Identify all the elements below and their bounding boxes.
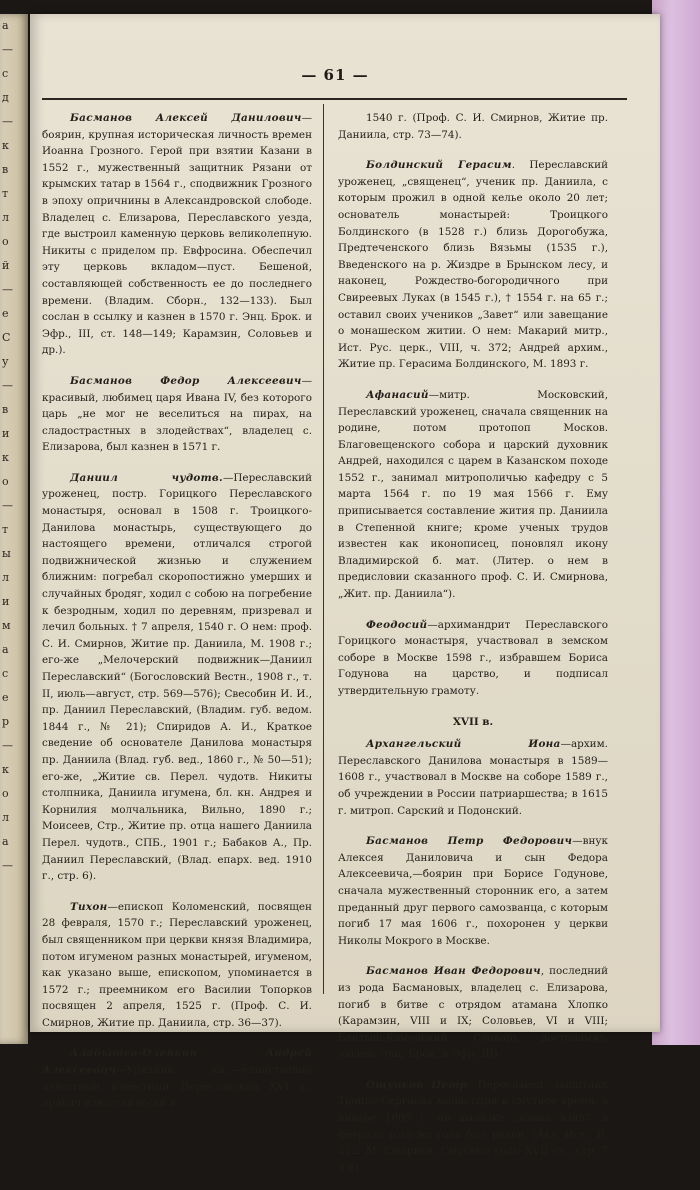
margin-fragment: о — [2, 235, 9, 248]
entry-text: —внук Алексея Даниловича и сын Федора Алексеевича,—боярин при Борисе Годунове, сначала мужественный сторонник его, а затем преданный друг первого самозванца, с которым погиб 17 мая 1606 г., похоронен у церкви Николы Мокрого в Москве. — [338, 835, 608, 947]
margin-fragment: а — [2, 835, 9, 848]
left-column — [42, 110, 312, 1126]
entry-name: Афанасий — [366, 388, 429, 401]
biography-entry — [338, 110, 608, 143]
margin-fragment: — — [2, 739, 13, 752]
biography-entry — [338, 833, 608, 949]
biography-entry — [338, 387, 608, 603]
margin-fragment: о — [2, 787, 9, 800]
entry-text: —архимандрит Переславского Горицкого монастыря, участвовал в земском соборе в Москве 1598 г., избравшем Бориса Годунова на царство, и подписал утвердительную грамоту. — [338, 618, 608, 697]
margin-fragment: с — [2, 67, 9, 80]
margin-fragment: а — [2, 19, 9, 32]
margin-fragment: й — [2, 259, 10, 272]
entry-text: . Переславский уроженец, „священец“, ученик пр. Даниила, с которым прожил в одной келье около 20 лет; основатель монастырей: Троицкого Болдинского (в 1528 г.) близь Дорогобужа, Предтеченского близь Вязьмы (1535 г.), Введенского на р. Жиздре в Брынском лесу, и наконец, Рождество-богородичного при Свиреевых Луках (в 1545 г.), † 1554 г. на 65 г.; оставил своих учеников „Завет“ или завещание о монашеском житии. О нем: Макарий митр., Ист. Рус. церк., VIII, ч. 372; Андрей архим., Житие пр. Герасима Болдинского, М. 1893 г. — [338, 159, 609, 371]
margin-fragment: т — [2, 187, 9, 200]
entry-name: Басманов Федор Алексеевич — [70, 374, 302, 387]
margin-fragment: с — [2, 667, 9, 680]
margin-fragment: к — [2, 139, 9, 152]
header-rule — [42, 98, 627, 100]
entry-name: Архангельский Иона — [366, 738, 561, 751]
margin-fragment: в — [2, 163, 9, 176]
margin-fragment: и — [2, 427, 10, 440]
margin-fragment: — — [2, 283, 13, 296]
margin-fragment: а — [2, 643, 9, 656]
biography-entry — [338, 1077, 608, 1177]
entry-name: Ощупков Петр — [366, 1078, 468, 1091]
margin-fragment: т — [2, 523, 9, 536]
biography-entry — [42, 373, 312, 456]
column-divider — [323, 104, 324, 994]
margin-fragment: у — [2, 355, 9, 368]
margin-fragment: — — [2, 115, 13, 128]
biography-entry — [338, 157, 608, 373]
margin-fragment: — — [2, 859, 13, 872]
margin-fragment: ы — [2, 547, 11, 560]
margin-fragment: — — [2, 379, 13, 392]
entry-name: Даниил чудотв. — [70, 471, 223, 484]
entry-text: —епископ Коломенский, посвящен 28 февраля, 1570 г.; Переславский уроженец, был священником при церкви князя Владимира, потом игуменом разных монастырей, игуменом, как указано выше, епископом, упоминается в 1572 г.; преемником его Василии Топорков посвящен 2 апреля, 1525 г. (Проф. С. И. Смирнов, Житие пр. Даниила, стр. 36—37). — [42, 900, 312, 1029]
page-number: — 61 — — [301, 66, 369, 84]
right-column — [338, 110, 608, 1190]
entry-name: Алабышев-Оленкин Андрей Алексеевич — [42, 1047, 312, 1077]
margin-fragment: к — [2, 763, 9, 776]
entry-name: Басманов Алексей Данилович — [70, 112, 302, 124]
margin-fragment: о — [2, 475, 9, 488]
margin-fragment: и — [2, 595, 10, 608]
entry-text: 1540 г. (Проф. С. И. Смирнов, Житие пр. Даниила, стр. 73—74). — [338, 112, 608, 141]
margin-fragment: м — [2, 619, 11, 632]
biography-entry — [338, 617, 608, 700]
margin-fragment: — — [2, 43, 13, 56]
biography-entry — [42, 1045, 312, 1111]
entry-text: , последний из рода Басмановых, владелец с. Елизарова, погиб в битве с отрядом атамана Хлопко (Карамзин, VIII и IX; Соловьев, VI и VIII; Бантыш-Каменский, Словарь достопамят. людей; Энц. Брок. и Эфр. III). — [338, 965, 608, 1061]
section-heading — [338, 714, 608, 731]
entry-text: , Переславец, защитник Троице-Сергиева монастыря в смутное время, в январе 1609 г. на вылазке „языка взял“, в феврале того же года был ранен. (Акт. Ист., II, 212; М. Смирнов, Смутные годы XVII ст., стр. 7 и 8). — [338, 1078, 608, 1174]
entry-text: —боярин, крупная историческая личность времен Иоанна Грозного. Герой при взятии Казани в 1552 г., мужественный защитник Рязани от крымских татар в 1564 г., сподвижник Грозного в эпоху опричнины в Александровской слободе. Владелец с. Елизарова, Переславского уезда, где выстроил каменную церковь великолепную. Никиты с приделом пр. Евфросина. Обеспечил эту церковь вкладом—пуст. Бешеной, составляющей собственность ее до последнего времени. (Владим. Сборн., 132—133). Был сослан в ссылку и казнен в 1570 г. Энц. Брок. и Эфр., III, ст. 148—149; Карамзин, Соловьев и др.). — [42, 112, 312, 357]
margin-fragment: — — [2, 499, 13, 512]
margin-fragment: л — [2, 571, 9, 584]
margin-fragment: л — [2, 811, 9, 824]
previous-page-edge — [0, 14, 28, 1044]
margin-fragment: л — [2, 211, 9, 224]
margin-fragment: р — [2, 715, 10, 728]
entry-text: —митр. Московский, Переславский уроженец, сначала священник на родине, потом протопоп Москов. Благовещенского собора и царский духовник Андрей, находился с царем в Казанском походе 1552 г., занимал митрополичью кафедру с 5 марта 1564 г. по 19 мая 1566 г. Ему приписывается составление жития пр. Даниила в Степенной книге; кроме ученых трудов известен как иконописец, поновлял икону Владимирской б. мат. (Литер. о нем в предисловии сказанного проф. С. И. Смирнова, „Жит. пр. Даниила“). — [338, 388, 608, 601]
margin-fragment: е — [2, 691, 9, 704]
entry-name: Феодосий — [366, 618, 428, 631]
biography-entry — [42, 470, 312, 885]
margin-fragment: в — [2, 403, 9, 416]
biography-entry — [42, 899, 312, 1032]
margin-fragment: е — [2, 307, 9, 320]
margin-fragment: д — [2, 91, 9, 104]
margin-fragment: к — [2, 451, 9, 464]
biography-entry — [338, 963, 608, 1063]
entry-name: Басманов Петр Федорович — [366, 835, 573, 848]
entry-name: Болдинский Герасим — [366, 159, 512, 172]
entry-name: Басманов Иван Федорович — [366, 965, 541, 978]
margin-fragment: С — [2, 331, 11, 344]
entry-text: —Переславский уроженец, постр. Горицкого Переславского монастыря, основал в 1508 г. Троицкого-Данилова монастырь, существующего до настоящего времени, отличался строгой подвижнической жизнью и служением ближним: погребал скоропостижно умерших и случайных бродяг, ходил с собою на погребение к безродным, ходил по деревням, призревал и лечил больных. † 7 апреля, 1540 г. О нем: проф. С. И. Смирнов, Житие пр. Даниила, М. 1908 г.; его-же „Мелочерский подвижник—Даниил Переславский“ (Богословский Вестн., 1908 г., т. II, июль—август, стр. 569—576); Свесобин И. И., пр. Даниил Переславский, (Владим. губ. ведом. 1844 г., № 21); Спиридов А. И., Краткое сведение об основателе Данилова монастыря пр. Даниила (Влад. губ. вед., 1860 г., № 50—51); его-же, „Житие св. Перел. чудотв. Никиты столпника, Даниила игумена, бл. кн. Андрея и Корнилия молчальника, Вильно, 1890 г.; Моисеев, Стр., Житие пр. отца нашего Даниила Перел. чудотв., СПБ., 1901 г.; Бабаков А., Пр. Даниил Переславский, (Влад. епарх. вед. 1910 г., стр. 6). — [42, 471, 312, 883]
biography-entry — [42, 110, 312, 359]
entry-text: XVII в. — [452, 715, 494, 728]
biography-entry — [338, 736, 608, 819]
entry-text: —архим. Переславского Данилова монастыря в 1589—1608 г., участвовал в Москве на соборе 1589 г., об учреждении в России патриаршества; в 1615 г. митроп. Сарский и Подонский. — [338, 738, 608, 817]
entry-text: —Урядник, кн.,—единственно известный известный Переславский XVI в., правил известнически в — [42, 1064, 312, 1110]
entry-text: —красивый, любимец царя Ивана IV, без которого царь „не мог не веселиться на пирах, на сладострастных в злодействах“, владелец с. Елизарова, был казнен в 1571 г. — [42, 374, 312, 454]
entry-name: Тихон — [70, 900, 108, 913]
book-page — [30, 14, 660, 1174]
